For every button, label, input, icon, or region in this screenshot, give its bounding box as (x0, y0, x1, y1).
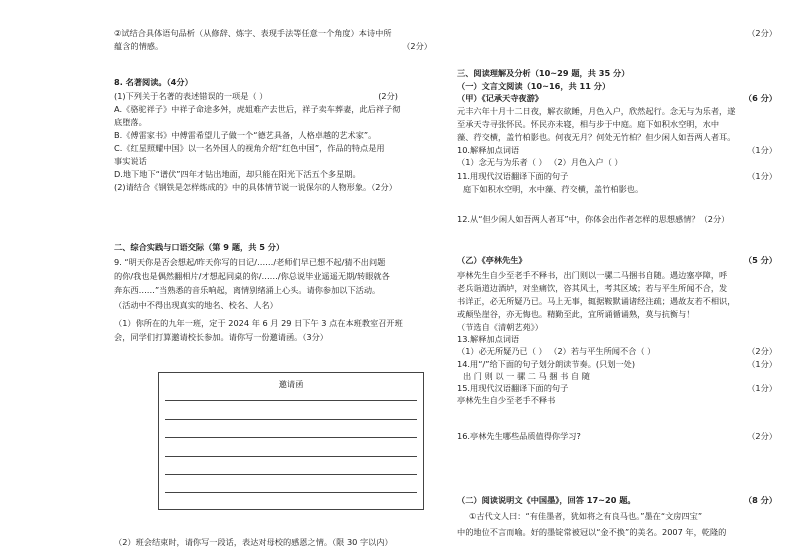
q8-title: 8. 名著阅读。（4分） (114, 77, 193, 87)
mo-text-line2: 中的地位不言而喻。好的墨锭常被冠以“金不换”的美名。2007 年，乾隆的 (457, 527, 727, 537)
yi-text-line4: 或颠坠崖谷，亦无悔也。精勤至此，宜所诵循诵熟，莫与抗衡与！ (457, 309, 695, 319)
q8-1: (1)下列关于名著的表述错误的一项是（ ） (114, 91, 268, 101)
top-score: （2分） (747, 28, 777, 38)
section-2-title: 二、综合实践与口语交际（第 9 题，共 5 分） (114, 242, 285, 252)
q10: 10.解释加点词语 (457, 145, 520, 155)
q10-score: （1分） (747, 145, 777, 155)
q7-2-score: （2分） (402, 41, 432, 51)
q7-2-line2: 蕴含的情感。 (114, 41, 164, 51)
q13-score: （2分） (747, 346, 777, 356)
jia-text-line1: 元丰六年十月十二日夜，解衣欲睡，月色入户，欣然起行。念无与为乐者，遂 (457, 106, 736, 116)
q16: 16.亭林先生哪些品质值得你学习? (457, 431, 581, 441)
expository-title: （二）阅读说明文《中国墨》，回答 17~20 题。 (457, 495, 636, 505)
q9-1-line1: （1）你所在的九年一班，定于 2024 年 6 月 29 日下午 3 点在本班教室召开班 (114, 318, 403, 328)
q14: 14.用“/”给下面的句子划分朗读节奏。(只划一处) (457, 359, 636, 369)
writing-line (165, 400, 417, 401)
q8-option-c-line2: 事实说话 (114, 156, 147, 166)
writing-line (165, 474, 417, 475)
yi-source: （节选自《清朝艺苑》） (457, 322, 543, 332)
mo-text-line1: ①古代文人曰：“有佳墨者，犹如将之有良马也。”墨在“文房四宝” (469, 511, 703, 521)
q16-score: （2分） (747, 431, 777, 441)
jia-title: （甲）《记承天寺夜游》 (457, 93, 543, 103)
q8-option-a-line1: A.《骆驼祥子》中祥子命途多舛，虎姐难产去世后，祥子卖车葬妻，此后祥子彻 (114, 104, 401, 114)
q10-items: （1）念无与为乐者（ ） （2）月色入户（ ） (457, 157, 623, 167)
writing-line (165, 437, 417, 438)
q14-score: （1分） (747, 359, 777, 369)
q8-option-c-line1: C.《红星照耀中国》以一名外国人的视角介绍“红色中国”，作品的特点是用 (114, 143, 385, 153)
q9-line2: 的你/我也是偶然翻相片/才想起同桌的你/……/你总说毕业遥遥无期/转眼就各 (114, 271, 390, 281)
jia-score: （6 分） (743, 93, 777, 103)
q12: 12.从“但少闲人如吾两人者耳”中，你体会出作者怎样的思想感情？（2分） (457, 214, 730, 224)
jia-text-line3: 藻、荇交横，盖竹柏影也。何夜无月？何处无竹柏？但少闲人如吾两人者耳。 (457, 132, 736, 142)
q15-text: 亭林先生自少至老手不释书 (457, 395, 556, 405)
yi-score: （5 分） (743, 255, 777, 265)
yi-title: （乙）《亭林先生》 (457, 255, 527, 265)
section-3-title: 三、阅读理解及分析（10~29 题，共 35 分） (457, 68, 630, 78)
q9-line1: 9. “明天你是否会想起/昨天你写的日记/……/老师们早已想不起/猜不出问题 (114, 257, 386, 267)
q11: 11.用现代汉语翻译下面的句子 (457, 171, 569, 181)
invitation-title: 邀请函 (278, 379, 304, 389)
writing-line (165, 456, 417, 457)
writing-line (165, 419, 417, 420)
q9-1-line2: 会，同学们打算邀请校长参加。请你写一份邀请函。（3分） (114, 332, 328, 342)
yi-text-line2: 老兵诣道边酒垆，对坐痛饮，咨其风土，考其区域；若与平生所闻不合，发 (457, 283, 728, 293)
q8-2: (2)请结合《钢铁是怎样炼成的》中的具体情节说一说保尔的人物形象。（2分） (114, 182, 397, 192)
classical-chinese-title: （一）文言文阅读（10~16，共 11 分） (457, 81, 611, 91)
q8-option-a-line2: 底堕落。 (114, 117, 147, 127)
q13-items: （1）必无所疑乃已（ ） （2）若与平生所闻不合（ ） (457, 346, 656, 356)
invitation-box[interactable] (158, 372, 424, 510)
q14-text: 出 门 则 以 一 骡 二 马 捆 书 自 随 (463, 371, 590, 381)
q8-option-d: D.地下地下“谱伏”四年才钻出地面，却只能在阳光下活五个多星期。 (114, 169, 361, 179)
yi-text-line3: 书详正，必无所疑乃已。马上无事，辄据鞍默诵诸经注疏；遇故友若不相识， (457, 296, 736, 306)
q8-1-score: (2分) (378, 91, 398, 101)
q13: 13.解释加点词语 (457, 334, 520, 344)
q9-note: （活动中不得出现真实的地名、校名、人名） (114, 300, 278, 310)
q8-option-b: B.《傅雷家书》中傅雷希望儿子做一个“德艺具备，人格卓越的艺术家”。 (114, 130, 377, 140)
q15-score: （1分） (747, 383, 777, 393)
yi-text-line1: 亭林先生自少至老手不释书，出门则以一骡二马捆书自随。遇边塞亭障，呼 (457, 270, 728, 280)
q11-text: 庭下如积水空明，水中藻、荇交横，盖竹柏影也。 (463, 184, 644, 194)
writing-line (165, 492, 417, 493)
q11-score: （1分） (747, 171, 777, 181)
q7-2-line1: ②试结合具体语句品析（从修辞、炼字、表现手法等任意一个角度）本诗中所 (114, 28, 392, 38)
expository-score: （8 分） (743, 495, 777, 505)
q9-2: （2）班会结束时，请你写一段话，表达对母校的感恩之情。（限 30 字以内） (114, 537, 393, 547)
q15: 15.用现代汉语翻译下面的句子 (457, 383, 569, 393)
q9-line3: 奔东西……”当熟悉的音乐响起，离情别绪涌上心头。请你参加以下活动。 (114, 285, 381, 295)
jia-text-line2: 至承天寺寻张怀民。怀民亦未寝，相与步于中庭。庭下如积水空明，水中 (457, 119, 720, 129)
